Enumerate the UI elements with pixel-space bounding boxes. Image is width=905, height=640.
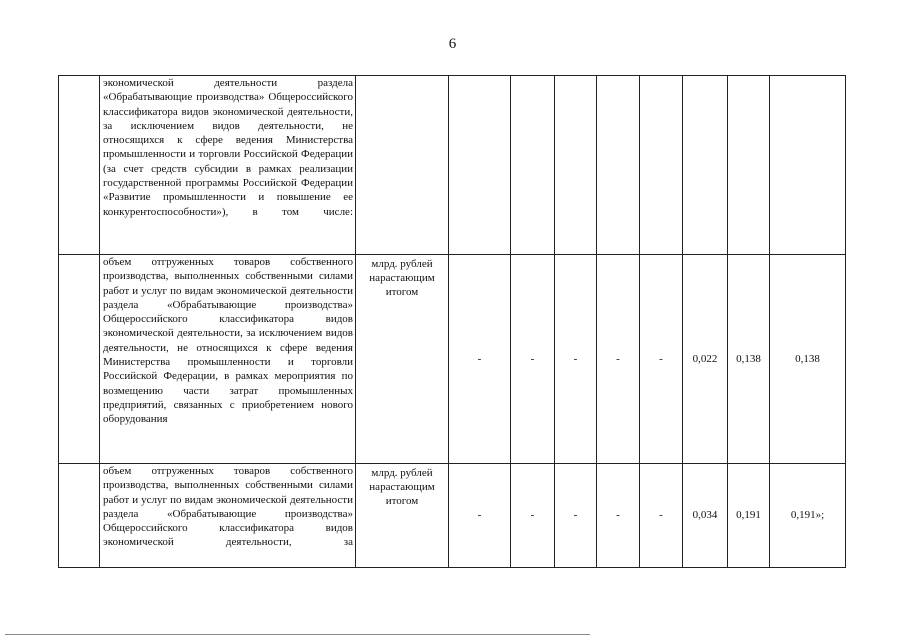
value-cell: -: [597, 464, 640, 568]
unit-cell: [356, 76, 449, 255]
value-cell: 0,022: [683, 255, 728, 464]
value-cell: 0,191: [728, 464, 770, 568]
bottom-divider: [5, 634, 590, 635]
value-cell: -: [640, 255, 683, 464]
table-row: [59, 76, 846, 255]
unit-cell: млрд. рублей нарастающим итогом: [356, 255, 449, 464]
value-cell: [640, 76, 683, 255]
value-cell: -: [640, 464, 683, 568]
row-number-cell: [59, 255, 100, 464]
value-cell: [511, 76, 555, 255]
value-cell: -: [597, 255, 640, 464]
value-cell: -: [555, 255, 597, 464]
value-cell: -: [511, 255, 555, 464]
value-cell: -: [511, 464, 555, 568]
value-cell: [555, 76, 597, 255]
value-cell: -: [449, 255, 511, 464]
indicators-table: [58, 75, 846, 568]
indicator-description: экономической деятельности раздела «Обрабатывающие производства» Общероссийского классификатора видов экономической деятельности, за исключением видов деятельности, не относящихся к сфере ведения Министерства промышленности и торговли Российской Федерации (за счет средств субсидии в рамках реализации государственной программы Российской Федерации «Развитие промышленности и повышение ее конкурентоспособности»), в том числе:: [100, 76, 356, 255]
indicator-description: объем отгруженных товаров собственного производства, выполненных собственными силами работ и услуг по видам экономической деятельности раздела «Обрабатывающие производства» Общероссийского классификатора видов экономической деятельности, за исключением видов деятельности, не относящихся к сфере ведения Министерства промышленности и торговли Российской Федерации, в рамках мероприятия по возмещению части затрат промышленных предприятий, связанных с приобретением нового оборудования: [100, 255, 356, 464]
table-row: [59, 255, 846, 464]
row-number-cell: [59, 76, 100, 255]
value-cell: [683, 76, 728, 255]
value-cell: 0,138: [728, 255, 770, 464]
page-number: 6: [448, 36, 457, 52]
value-cell: -: [555, 464, 597, 568]
value-cell: -: [449, 464, 511, 568]
value-cell: 0,191»;: [770, 464, 846, 568]
value-cell: [770, 76, 846, 255]
value-cell: [728, 76, 770, 255]
value-cell: [597, 76, 640, 255]
value-cell: 0,138: [770, 255, 846, 464]
table-row: [59, 464, 846, 568]
indicator-description: объем отгруженных товаров собственного производства, выполненных собственными силами работ и услуг по видам экономической деятельности раздела «Обрабатывающие производства» Общероссийского классификатора видов экономической деятельности, за: [100, 464, 356, 568]
unit-cell: млрд. рублей нарастающим итогом: [356, 464, 449, 568]
row-number-cell: [59, 464, 100, 568]
value-cell: [449, 76, 511, 255]
value-cell: 0,034: [683, 464, 728, 568]
